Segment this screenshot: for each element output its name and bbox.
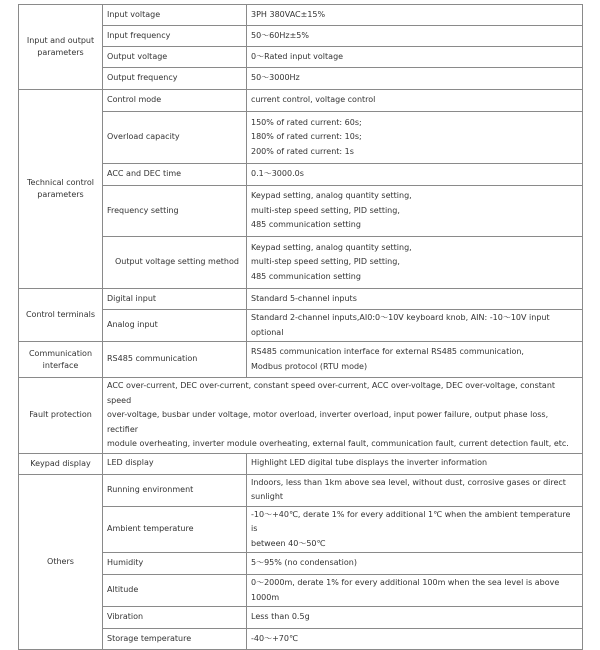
cell-line: Less than 0.5g [251, 612, 310, 622]
cell-line: ACC over-current, DEC over-current, constant speed over-current, ACC over-voltage, DEC over-voltage, constant speed [107, 381, 556, 405]
table-row [19, 506, 583, 553]
value-cell [247, 607, 583, 629]
cell-line: -10～+40℃, derate 1% for every additional 1℃ when the ambient temperature is [251, 509, 571, 533]
table-row [19, 112, 583, 164]
parameter-cell: Storage temperature [103, 629, 247, 650]
value-cell [247, 453, 583, 474]
cell-line: between 40～50℃ [251, 538, 326, 548]
table-row [19, 26, 583, 47]
category-cell: Keypad display [19, 453, 103, 474]
merged-value-cell [103, 378, 583, 454]
table-row [19, 47, 583, 68]
value-cell [247, 112, 583, 164]
cell-line: 0～2000m, derate 1% for every additional 100m when the sea level is above 1000m [251, 578, 560, 602]
cell-line: 485 communication setting [251, 220, 361, 230]
cell-line: over-voltage, busbar under voltage, motor overload, inverter overload, input power failure, output phase loss, rectifier [107, 410, 549, 434]
value-cell [247, 47, 583, 68]
value-cell [247, 629, 583, 650]
cell-line: 180% of rated current: 10s; [251, 132, 362, 142]
value-cell [247, 474, 583, 506]
spec-table [18, 4, 583, 650]
table-row [19, 310, 583, 342]
cell-line: -40～+70℃ [251, 633, 298, 643]
value-cell [247, 289, 583, 310]
cell-line: 150% of rated current: 60s; [251, 117, 362, 127]
cell-line: 200% of rated current: 1s [251, 146, 354, 156]
value-cell [247, 237, 583, 289]
value-cell [247, 90, 583, 112]
value-cell [247, 26, 583, 47]
table-row [19, 186, 583, 237]
parameter-cell: Output voltage [103, 47, 247, 68]
parameter-cell: Altitude [103, 575, 247, 607]
parameter-cell: Running environment [103, 474, 247, 506]
value-cell [247, 164, 583, 186]
category-cell: Input and output parameters [19, 5, 103, 90]
parameter-cell: Analog input [103, 310, 247, 342]
value-cell [247, 506, 583, 553]
spec-table-body [19, 5, 583, 650]
cell-line: Highlight LED digital tube displays the inverter information [251, 458, 488, 468]
parameter-cell: Vibration [103, 607, 247, 629]
value-cell [247, 342, 583, 378]
cell-line: Modbus protocol (RTU mode) [251, 361, 368, 371]
parameter-cell: RS485 communication [103, 342, 247, 378]
category-cell: Communication interface [19, 342, 103, 378]
parameter-cell: Input frequency [103, 26, 247, 47]
value-cell [247, 310, 583, 342]
parameter-cell: Frequency setting [103, 186, 247, 237]
cell-line: Keypad setting, analog quantity setting, [251, 191, 412, 201]
parameter-cell: Digital input [103, 289, 247, 310]
cell-line: Keypad setting, analog quantity setting, [251, 242, 412, 252]
table-row [19, 575, 583, 607]
cell-line: multi-step speed setting, PID setting, [251, 205, 400, 215]
value-cell [247, 553, 583, 575]
table-row [19, 378, 583, 454]
table-row [19, 90, 583, 112]
table-row [19, 553, 583, 575]
parameter-cell: Control mode [103, 90, 247, 112]
table-row [19, 342, 583, 378]
cell-line: 0～Rated input voltage [251, 51, 344, 61]
cell-line: Standard 5-channel inputs [251, 293, 357, 303]
table-row [19, 607, 583, 629]
table-row [19, 629, 583, 650]
cell-line: multi-step speed setting, PID setting, [251, 257, 400, 267]
category-cell: Technical control parameters [19, 90, 103, 289]
cell-line: module overheating, inverter module overheating, external fault, communication fault, current detection fault, etc. [107, 439, 569, 448]
parameter-cell: Output voltage setting method [103, 237, 247, 289]
value-cell [247, 575, 583, 607]
cell-line: 5～95% (no condensation) [251, 558, 357, 568]
cell-line: 0.1～3000.0s [251, 169, 304, 179]
parameter-cell: LED display [103, 453, 247, 474]
cell-line: RS485 communication interface for external RS485 communication, [251, 347, 524, 356]
value-cell [247, 5, 583, 26]
table-row [19, 474, 583, 506]
parameter-cell: Output frequency [103, 68, 247, 90]
category-cell: Control terminals [19, 289, 103, 342]
cell-line: 3PH 380VAC±15% [251, 9, 326, 19]
cell-line: 485 communication setting [251, 271, 361, 281]
table-row [19, 68, 583, 90]
table-row [19, 237, 583, 289]
parameter-cell: Input voltage [103, 5, 247, 26]
parameter-cell: Humidity [103, 553, 247, 575]
table-row [19, 289, 583, 310]
table-row [19, 453, 583, 474]
category-cell: Fault protection [19, 378, 103, 454]
parameter-cell: ACC and DEC time [103, 164, 247, 186]
cell-line: current control, voltage control [251, 95, 376, 105]
cell-line: Standard 2-channel inputs,AI0:0～10V keyboard knob, AIN: -10～10V input optional [251, 313, 550, 337]
cell-line: 50～60Hz±5% [251, 30, 309, 40]
category-cell: Others [19, 474, 103, 650]
parameter-cell: Overload capacity [103, 112, 247, 164]
value-cell [247, 68, 583, 90]
cell-line: 50～3000Hz [251, 73, 300, 83]
table-row [19, 164, 583, 186]
value-cell [247, 186, 583, 237]
parameter-cell: Ambient temperature [103, 506, 247, 553]
table-row [19, 5, 583, 26]
cell-line: Indoors, less than 1km above sea level, without dust, corrosive gases or direct sunlight [251, 477, 566, 501]
